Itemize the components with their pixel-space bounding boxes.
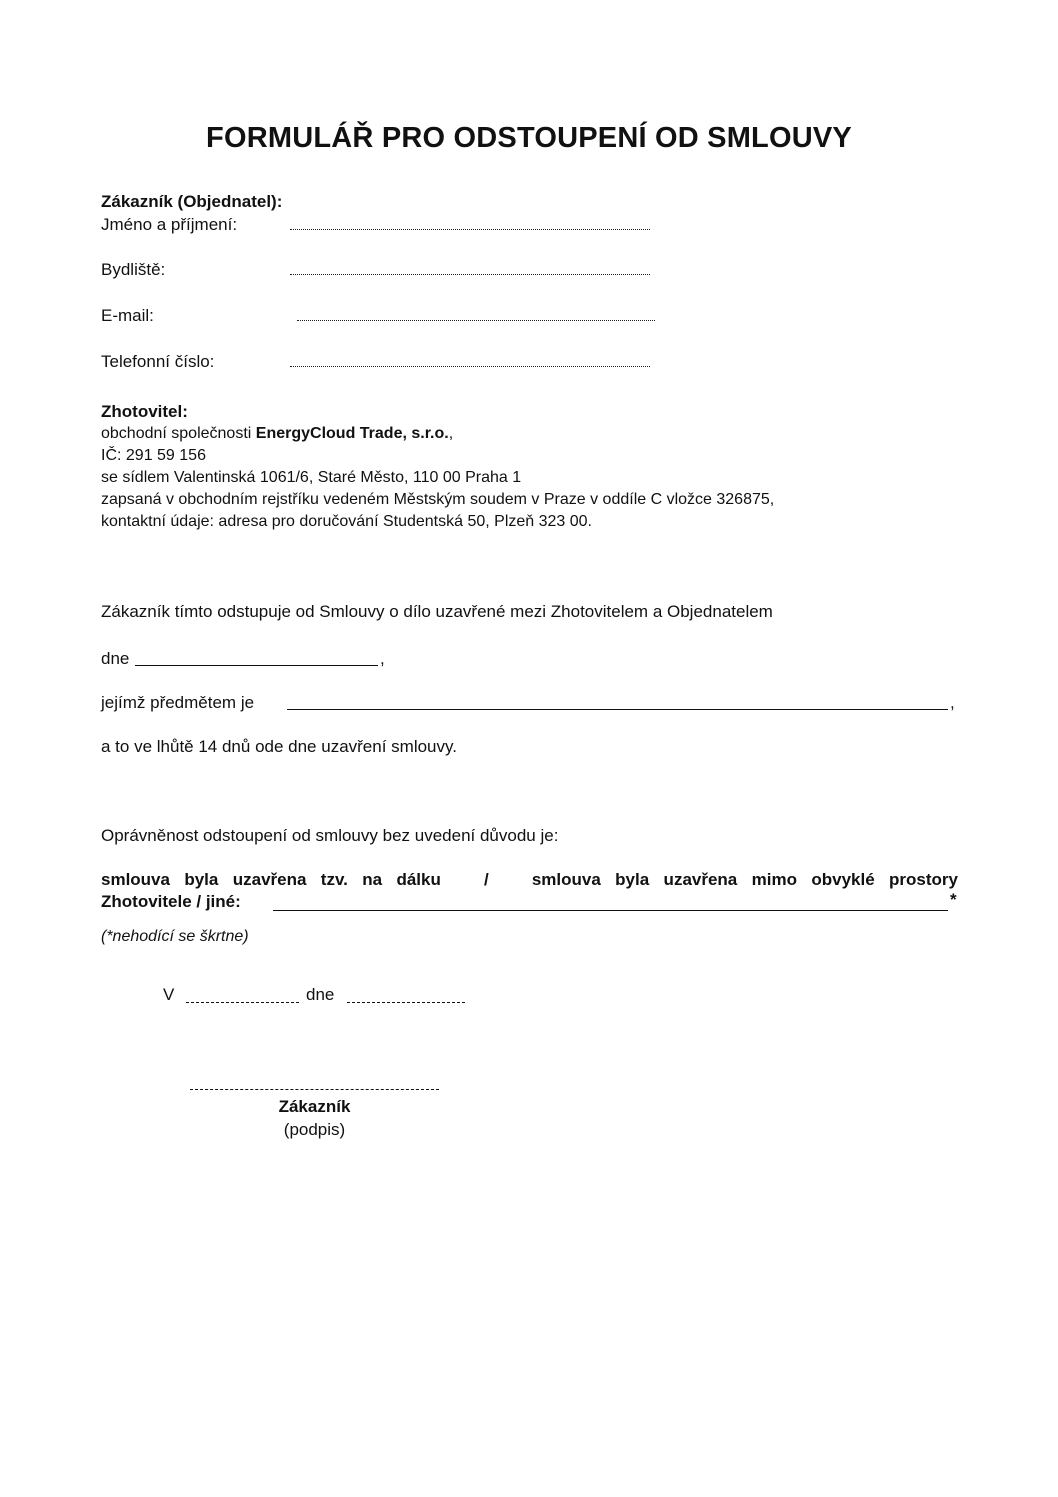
contract-date-suffix: , — [380, 649, 385, 668]
company-suffix: , — [448, 425, 454, 442]
justification-options: smlouva byla uzavřena tzv. na dálku / smlouva byla uzavřena mimo obvyklé prostory — [101, 870, 958, 889]
company-prefix: obchodní společnosti — [101, 425, 256, 442]
contractor-contact: kontaktní údaje: adresa pro doručování Studentská 50, Plzeň 323 00. — [101, 513, 592, 530]
name-label: Jméno a příjmení: — [101, 215, 238, 234]
sign-date-field[interactable] — [347, 1002, 465, 1003]
justification-other-field[interactable] — [273, 910, 948, 911]
address-label: Bydliště: — [101, 260, 166, 279]
customer-heading: Zákazník (Objednatel): — [101, 192, 283, 211]
address-field[interactable] — [290, 274, 650, 275]
contract-date-label: dne — [101, 649, 130, 668]
contractor-ic: IČ: 291 59 156 — [101, 447, 206, 464]
phone-field[interactable] — [290, 366, 650, 367]
page-title: FORMULÁŘ PRO ODSTOUPENÍ OD SMLOUVY — [206, 122, 852, 154]
contract-date-field[interactable] — [135, 665, 378, 666]
email-field[interactable] — [297, 320, 655, 321]
place-label: V — [163, 985, 175, 1004]
justification-asterisk: * — [950, 890, 957, 909]
deadline-text: a to ve lhůtě 14 dnů ode dne uzavření smlouvy. — [101, 737, 457, 756]
sign-date-label: dne — [306, 985, 335, 1004]
justification-other-label: Zhotovitele / jiné: — [101, 892, 241, 911]
signature-field[interactable] — [190, 1089, 439, 1090]
signature-note: (podpis) — [283, 1120, 346, 1139]
phone-label: Telefonní číslo: — [101, 352, 215, 371]
contractor-seat: se sídlem Valentinská 1061/6, Staré Město, 110 00 Praha 1 — [101, 469, 522, 486]
contractor-company-line — [101, 423, 453, 445]
contract-subject-field[interactable] — [287, 709, 948, 710]
contract-subject-label: jejímž předmětem je — [101, 693, 255, 712]
email-label: E-mail: — [101, 306, 154, 325]
company-name: EnergyCloud Trade, s.r.o. — [255, 425, 449, 442]
withdrawal-intro: Zákazník tímto odstupuje od Smlouvy o dílo uzavřené mezi Zhotovitelem a Objednatelem — [101, 602, 773, 621]
justification-intro: Oprávněnost odstoupení od smlouvy bez uvedení důvodu je: — [101, 826, 559, 845]
name-field[interactable] — [290, 229, 650, 230]
signature-role: Zákazník — [278, 1097, 351, 1116]
contractor-registry: zapsaná v obchodním rejstříku vedeném Městským soudem v Praze v oddíle C vložce 326875, — [101, 491, 775, 508]
place-field[interactable] — [186, 1002, 299, 1003]
footnote: (*nehodící se škrtne) — [101, 928, 249, 945]
contractor-heading: Zhotovitel: — [101, 402, 188, 421]
contract-subject-suffix: , — [950, 693, 955, 712]
